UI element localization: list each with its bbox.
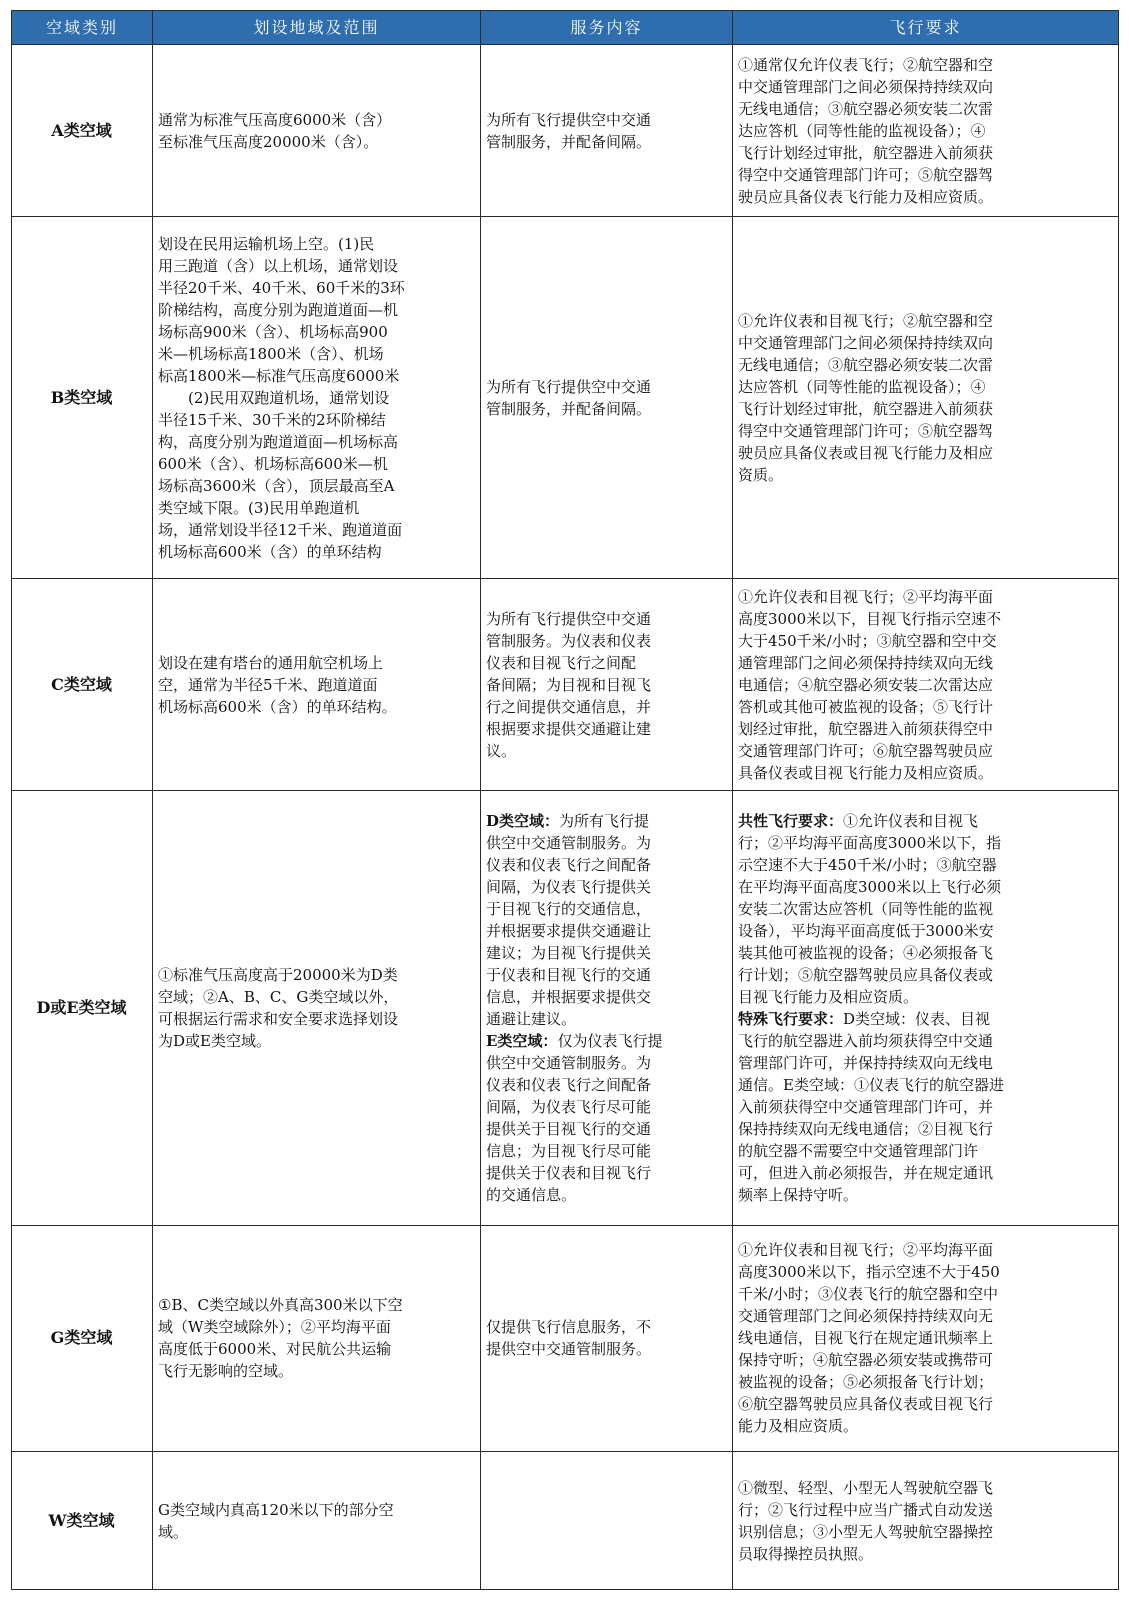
table-row-g — [12, 1225, 1119, 1451]
service-cell — [481, 1452, 733, 1590]
airspace-classification-table — [11, 10, 1119, 1590]
area-cell: ①B、C类空域以外真高300米以下空 域（W类空域除外）；②平均海平面 高度低于6000米、对民航公共运输 飞行无影响的空域。 — [153, 1225, 481, 1451]
class-cell: G类空域 — [12, 1225, 153, 1451]
service-cell: 为所有飞行提供空中交通 管制服务，并配备间隔。 — [481, 217, 733, 579]
e-class-label: E类空域： — [486, 1031, 558, 1050]
area-cell: 划设在建有塔台的通用航空机场上 空，通常为半径5千米、跑道道面 机场标高600米（含）的单环结构。 — [153, 579, 481, 790]
table-row-d-e — [12, 790, 1119, 1225]
class-cell: B类空域 — [12, 217, 153, 579]
area-cell: 划设在民用运输机场上空。(1)民 用三跑道（含）以上机场，通常划设 半径20千米、40千米、60千米的3环 阶梯结构，高度分别为跑道道面—机 场标高900米（含）、机场标高900 米—机场标高1800米（含）、机场 标高1800米—标准气压高度6000米 (2)民用双跑道机场，通常划设 半径15千米、30千米的2环阶梯结 构，高度分别为跑道道面—机场标高 600米（含）、机场标高600米—机 场标高3600米（含），顶层最高至A 类空域下限。(3)民用单跑道机 场，通常划设半径12千米、跑道道面 机场标高600米（含）的单环结构 — [153, 217, 481, 579]
flight-cell: 共性飞行要求：①允许仪表和目视飞 行；②平均海平面高度3000米以下，指 示空速不大于450千米/小时；③航空器 在平均海平面高度3000米以上飞行必须 安装二次雷达应答机（同等性能的监视 设备），平均海平面高度低于3000米安 装其他可被监视的设备；④必须报备飞 行计划；⑤航空器驾驶员应具备仪表或 目视飞行能力及相应资质。 特殊飞行要求：D类空域：仪表、目视 飞行的航空器进入前均须获得空中交通 管理部门许可，并保持持续双向无线电 通信。E类空域：①仪表飞行的航空器进 入前须获得空中交通管理部门许可，并 保持持续双向无线电通信；②目视飞行 的航空器不需要空中交通管理部门许 可，但进入前必须报告，并在规定通讯 频率上保持守听。 — [733, 790, 1119, 1225]
table-row-w — [12, 1452, 1119, 1590]
class-cell: W类空域 — [12, 1452, 153, 1590]
table-row-b — [12, 217, 1119, 579]
common-requirements-label: 共性飞行要求： — [738, 811, 844, 830]
header-class: 空域类别 — [12, 11, 153, 45]
header-area: 划设地域及范围 — [153, 11, 481, 45]
class-cell: A类空域 — [12, 45, 153, 217]
area-cell: ①标准气压高度高于20000米为D类 空域；②A、B、C、G类空域以外， 可根据运行需求和安全要求选择划设 为D或E类空域。 — [153, 790, 481, 1225]
service-cell: 为所有飞行提供空中交通 管制服务，并配备间隔。 — [481, 45, 733, 217]
flight-cell: ①允许仪表和目视飞行；②平均海平面 高度3000米以下，指示空速不大于450 千米/小时；③仪表飞行的航空器和空中 交通管理部门之间必须保持持续双向无 线电通信，目视飞行在规定通讯频率上 保持守听；④航空器必须安装或携带可 被监视的设备；⑤必须报备飞行计划； ⑥航空器驾驶员应具备仪表或目视飞行 能力及相应资质。 — [733, 1225, 1119, 1451]
service-cell: 仅提供飞行信息服务，不 提供空中交通管制服务。 — [481, 1225, 733, 1451]
service-cell: 为所有飞行提供空中交通 管制服务。为仪表和仪表 仪表和目视飞行之间配 备间隔；为目视和目视飞 行之间提供交通信息，并 根据要求提供交通避让建 议。 — [481, 579, 733, 790]
class-cell: C类空域 — [12, 579, 153, 790]
d-class-label: D类空域： — [486, 811, 560, 830]
flight-cell: ①通常仅允许仪表飞行；②航空器和空 中交通管理部门之间必须保持持续双向 无线电通信；③航空器必须安装二次雷 达应答机（同等性能的监视设备）；④ 飞行计划经过审批，航空器进入前须获 得空中交通管理部门许可；⑤航空器驾 驶员应具备仪表飞行能力及相应资质。 — [733, 45, 1119, 217]
flight-cell: ①允许仪表和目视飞行；②平均海平面 高度3000米以下，目视飞行指示空速不 大于450千米/小时；③航空器和空中交 通管理部门之间必须保持持续双向无线 电通信；④航空器必须安装二次雷达应 答机或其他可被监视的设备；⑤飞行计 划经过审批，航空器进入前须获得空中 交通管理部门许可；⑥航空器驾驶员应 具备仪表或目视飞行能力及相应资质。 — [733, 579, 1119, 790]
table-row-a — [12, 45, 1119, 217]
flight-cell: ①微型、轻型、小型无人驾驶航空器飞 行；②飞行过程中应当广播式自动发送 识别信息；③小型无人驾驶航空器操控 员取得操控员执照。 — [733, 1452, 1119, 1590]
header-row — [12, 11, 1119, 45]
area-cell: G类空域内真高120米以下的部分空 域。 — [153, 1452, 481, 1590]
special-requirements-label: 特殊飞行要求： — [738, 1009, 844, 1028]
header-service: 服务内容 — [481, 11, 733, 45]
class-cell: D或E类空域 — [12, 790, 153, 1225]
header-flight: 飞行要求 — [733, 11, 1119, 45]
area-cell: 通常为标准气压高度6000米（含） 至标准气压高度20000米（含）。 — [153, 45, 481, 217]
table-row-c — [12, 579, 1119, 790]
service-cell: D类空域：为所有飞行提 供空中交通管制服务。为 仪表和仪表飞行之间配备 间隔，为仪表飞行提供关 于目视飞行的交通信息， 并根据要求提供交通避让 建议；为目视飞行提供关 于仪表和目视飞行的交通 信息，并根据要求提供交 通避让建议。 E类空域：仅为仪表飞行提 供空中交通管制服务。为 仪表和仪表飞行之间配备 间隔，为仪表飞行尽可能 提供关于目视飞行的交通 信息；为目视飞行尽可能 提供关于仪表和目视飞行 的交通信息。 — [481, 790, 733, 1225]
flight-cell: ①允许仪表和目视飞行；②航空器和空 中交通管理部门之间必须保持持续双向 无线电通信；③航空器必须安装二次雷 达应答机（同等性能的监视设备）；④ 飞行计划经过审批，航空器进入前须获 得空中交通管理部门许可；⑤航空器驾 驶员应具备仪表或目视飞行能力及相应 资质。 — [733, 217, 1119, 579]
